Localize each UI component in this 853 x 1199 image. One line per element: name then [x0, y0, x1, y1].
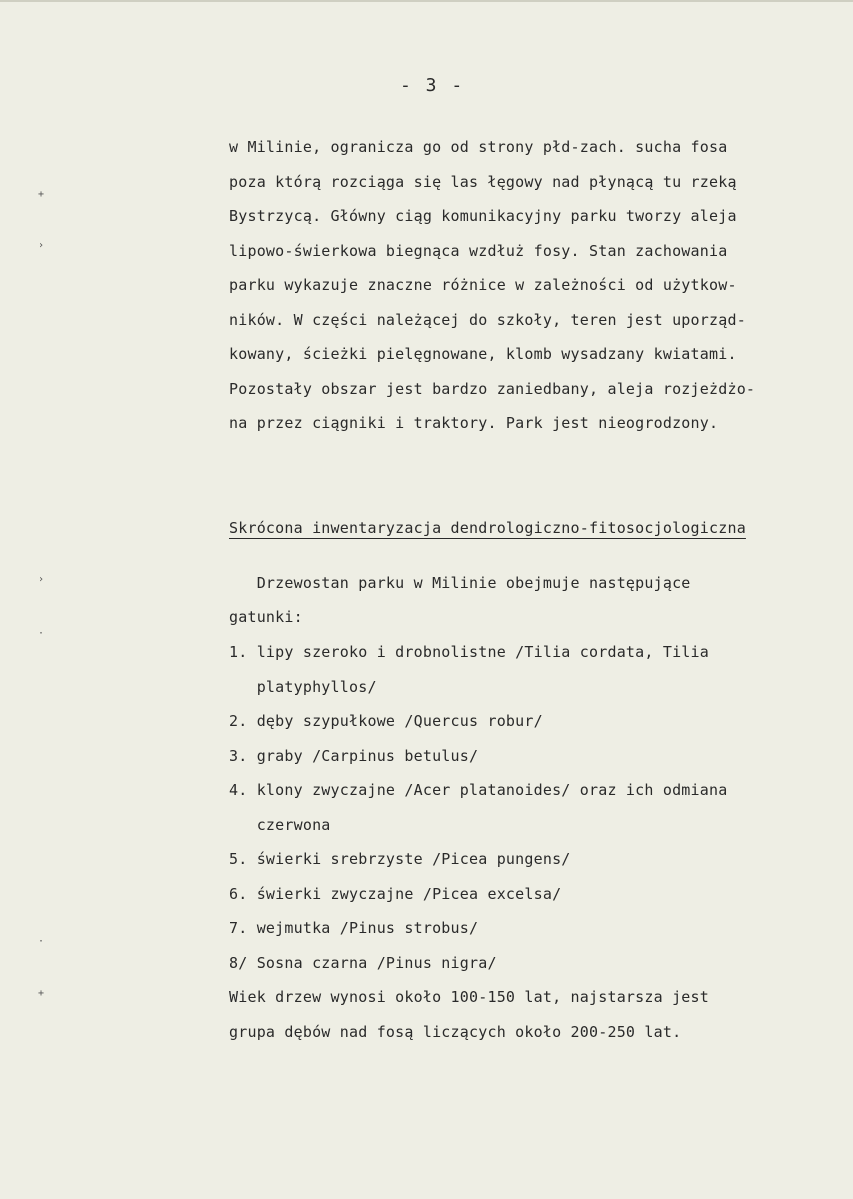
margin-mark: · — [38, 628, 45, 639]
paragraph-line: na przez ciągniki i traktory. Park jest nieogrodzony. — [229, 414, 719, 432]
margin-mark: · — [38, 936, 45, 947]
paragraph-line: poza którą rozciąga się las łęgowy nad płynącą tu rzeką — [229, 173, 737, 191]
paragraph-line: lipowo-świerkowa biegnąca wzdłuż fosy. Stan zachowania — [229, 242, 728, 260]
intro-line: gatunki: — [229, 608, 303, 626]
species-list-item: platyphyllos/ — [229, 678, 377, 696]
closing-line: grupa dębów nad fosą liczących około 200-250 lat. — [229, 1023, 682, 1041]
margin-mark: › — [38, 240, 45, 251]
paragraph-line: kowany, ścieżki pielęgnowane, klomb wysadzany kwiatami. — [229, 345, 737, 363]
paragraph-line: w Milinie, ogranicza go od strony płd-zach. sucha fosa — [229, 138, 728, 156]
paragraph-line: ników. W części należącej do szkoły, teren jest uporząd- — [229, 311, 746, 329]
intro-line: Drzewostan parku w Milinie obejmuje następujące — [229, 574, 691, 592]
paragraph-line: Bystrzycą. Główny ciąg komunikacyjny parku tworzy aleja — [229, 207, 737, 225]
species-list-item: 6. świerki zwyczajne /Picea excelsa/ — [229, 885, 562, 903]
species-list-item: 5. świerki srebrzyste /Picea pungens/ — [229, 850, 571, 868]
margin-mark: › — [38, 574, 45, 585]
top-edge-line — [0, 0, 853, 2]
species-list-item: 2. dęby szypułkowe /Quercus robur/ — [229, 712, 543, 730]
margin-mark: + — [38, 988, 45, 999]
margin-mark: + — [38, 189, 45, 200]
closing-line: Wiek drzew wynosi około 100-150 lat, najstarsza jest — [229, 988, 709, 1006]
species-list-item: 1. lipy szeroko i drobnolistne /Tilia cordata, Tilia — [229, 643, 709, 661]
species-list-item: 7. wejmutka /Pinus strobus/ — [229, 919, 479, 937]
species-list-item: 3. graby /Carpinus betulus/ — [229, 747, 479, 765]
species-list-item: czerwona — [229, 816, 331, 834]
species-list-item: 8/ Sosna czarna /Pinus nigra/ — [229, 954, 497, 972]
paragraph-line: Pozostały obszar jest bardzo zaniedbany, aleja rozjeżdżo- — [229, 380, 756, 398]
paragraph-line: parku wykazuje znaczne różnice w zależności od użytkow- — [229, 276, 737, 294]
page-number: - 3 - — [400, 75, 465, 96]
species-list-item: 4. klony zwyczajne /Acer platanoides/ oraz ich odmiana — [229, 781, 728, 799]
section-heading: Skrócona inwentaryzacja dendrologiczno-fitosocjologiczna — [229, 519, 746, 537]
